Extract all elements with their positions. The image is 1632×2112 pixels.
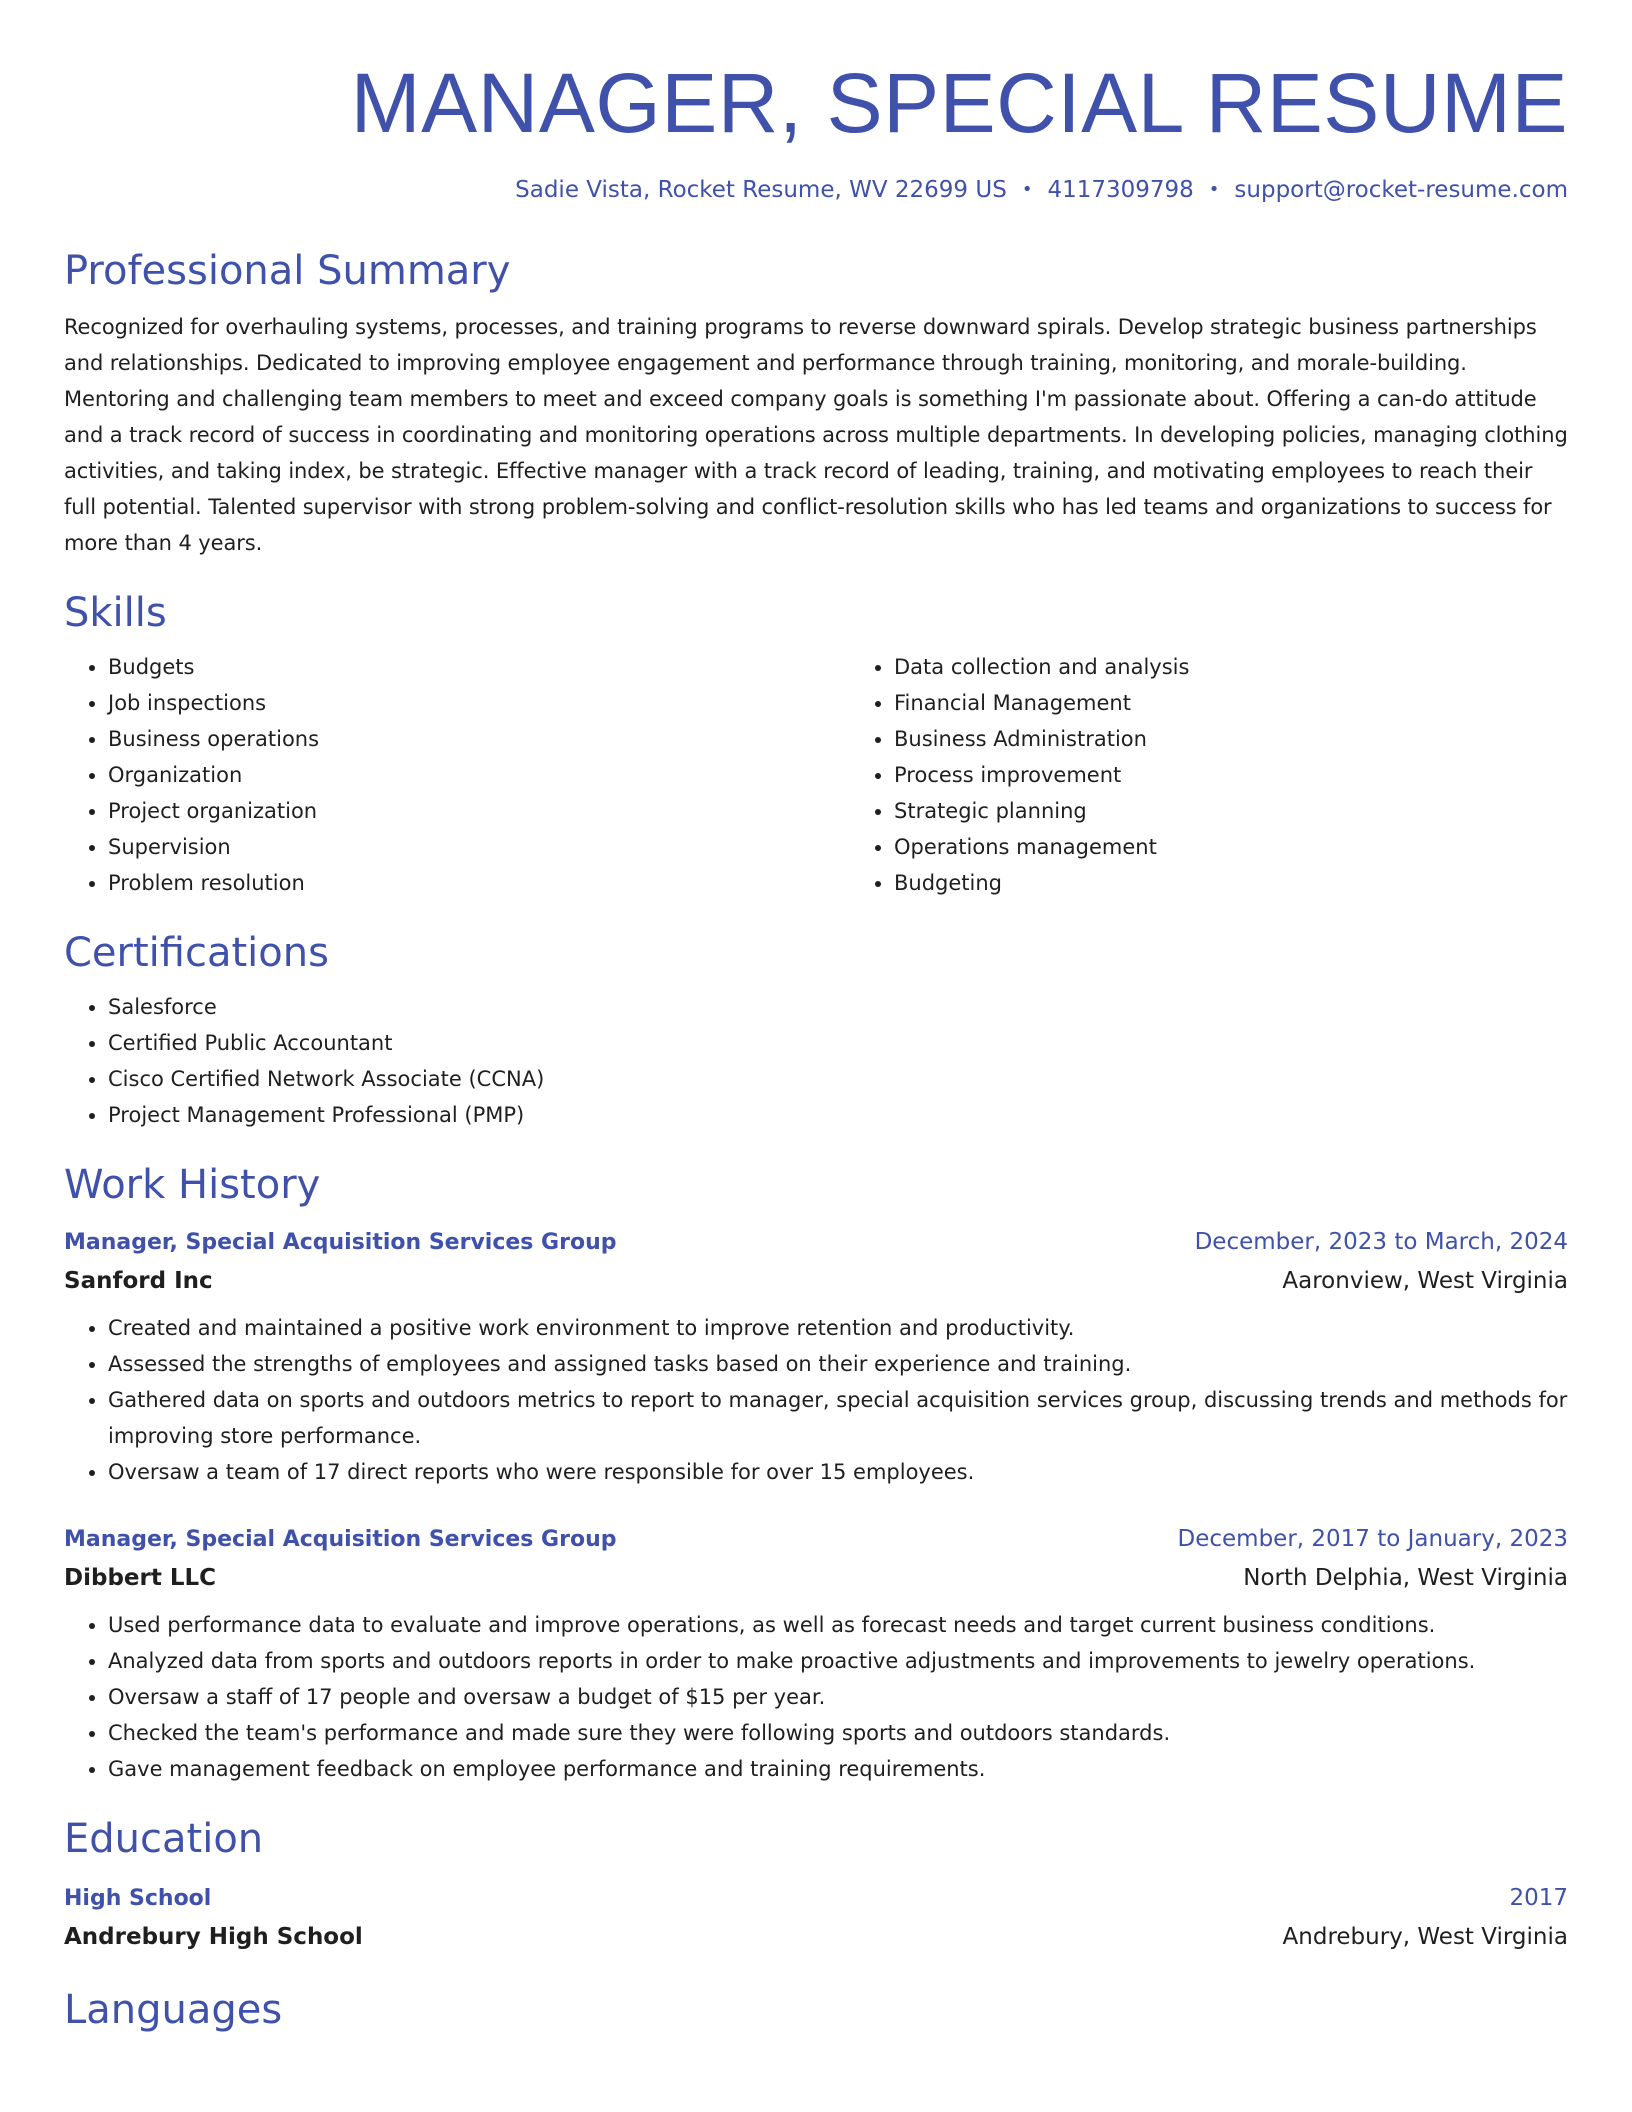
education-entry [64,1879,1568,1956]
skill-item: • Strategic planning [894,793,1632,829]
job-title-row [64,1223,1568,1262]
skill-item: • Data collection and analysis [894,649,1632,685]
job-bullet: • Assessed the strengths of employees and assigned tasks based on their experience and training. [108,1346,1568,1382]
skill-item: • Organization [108,757,850,793]
contact-line [64,175,1568,205]
certification-item: • Certified Public Accountant [108,1025,1568,1061]
job-dates: December, 2017 to January, 2023 [1177,1526,1568,1552]
job-title-row [64,1520,1568,1559]
job-bullet: • Checked the team's performance and made sure they were following sports and outdoors standards. [108,1715,1568,1751]
resume-header [64,55,1568,205]
job-dates: December, 2023 to March, 2024 [1194,1229,1568,1255]
job-employer-row [64,1559,1568,1597]
job-bullet: • Analyzed data from sports and outdoors reports in order to make proactive adjustments and improvements to jewelry operations. [108,1643,1568,1679]
contact-separator: • [1208,179,1220,200]
certifications-list [64,989,1568,1133]
education-school-row [64,1918,1568,1956]
skill-item: • Process improvement [894,757,1632,793]
job-employer: Dibbert LLC [64,1565,217,1591]
certification-item: • Cisco Certified Network Associate (CCNA) [108,1061,1568,1097]
summary-text: Recognized for overhauling systems, processes, and training programs to reverse downward spirals. Develop strategic business partnerships and relationships. Dedicated to improving employee engagement and performance through training, monitoring, and morale-building. Mentoring and challenging team members to meet and exceed company goals is something I'm passionate about. Offering a can-do attitude and a track record of success in coordinating and monitoring operations across multiple departments. In developing policies, managing clothing activities, and taking index, be strategic. Effective manager with a track record of leading, training, and motivating employees to reach their full potential. Talented supervisor with strong problem-solving and conflict-resolution skills who has led teams and organizations to success for more than 4 years. [64,315,1568,555]
skill-item: • Budgets [108,649,850,685]
skills-heading: Skills [64,590,167,636]
job-bullets [64,1607,1568,1787]
skill-item: • Problem resolution [108,865,850,901]
job-location: Aaronview, West Virginia [1282,1268,1568,1294]
skill-item: • Supervision [108,829,850,865]
skills-list-left [64,649,850,901]
certification-item: • Project Management Professional (PMP) [108,1097,1568,1133]
job-bullet: • Oversaw a team of 17 direct reports who were responsible for over 15 employees. [108,1454,1568,1490]
summary-heading: Professional Summary [64,248,511,294]
certification-item: • Salesforce [108,989,1568,1025]
education-degree: High School [64,1886,212,1911]
skill-item: • Job inspections [108,685,850,721]
contact-address: Sadie Vista, Rocket Resume, WV 22699 US [515,177,1007,203]
job-title: Manager, Special Acquisition Services Group [64,1527,617,1552]
skill-item: • Financial Management [894,685,1632,721]
job-bullet: • Created and maintained a positive work environment to improve retention and productivity. [108,1310,1568,1346]
certifications-heading: Certifications [64,930,329,976]
candidate-name: MANAGER, SPECIAL RESUME [350,56,1568,150]
skill-item: • Budgeting [894,865,1632,901]
job-bullet: • Oversaw a staff of 17 people and oversaw a budget of $15 per year. [108,1679,1568,1715]
education-year: 2017 [1509,1885,1568,1911]
job-bullet: • Used performance data to evaluate and improve operations, as well as forecast needs and target current business conditions. [108,1607,1568,1643]
work-history-heading: Work History [64,1162,321,1208]
skills-grid [64,637,1568,901]
job-employer: Sanford Inc [64,1268,213,1294]
contact-separator: • [1021,179,1033,200]
job-bullet: • Gathered data on sports and outdoors metrics to report to manager, special acquisition services group, discussing trends and methods for improving store performance. [108,1382,1568,1454]
skill-item: • Business operations [108,721,850,757]
education-location: Andrebury, West Virginia [1282,1924,1568,1950]
education-degree-row [64,1879,1568,1918]
skill-item: • Operations management [894,829,1632,865]
education-heading: Education [64,1816,264,1862]
education-school: Andrebury High School [64,1924,363,1950]
job-employer-row [64,1262,1568,1300]
job-entry [64,1223,1568,1490]
job-location: North Delphia, West Virginia [1243,1565,1568,1591]
job-entry [64,1520,1568,1787]
job-title: Manager, Special Acquisition Services Group [64,1230,617,1255]
job-bullet: • Gave management feedback on employee performance and training requirements. [108,1751,1568,1787]
languages-heading: Languages [64,1987,283,2033]
contact-email[interactable]: support@rocket-resume.com [1234,177,1568,203]
job-bullets [64,1310,1568,1490]
skill-item: • Project organization [108,793,850,829]
skill-item: • Business Administration [894,721,1632,757]
skills-list-right [850,649,1632,901]
contact-phone: 4117309798 [1047,177,1194,203]
